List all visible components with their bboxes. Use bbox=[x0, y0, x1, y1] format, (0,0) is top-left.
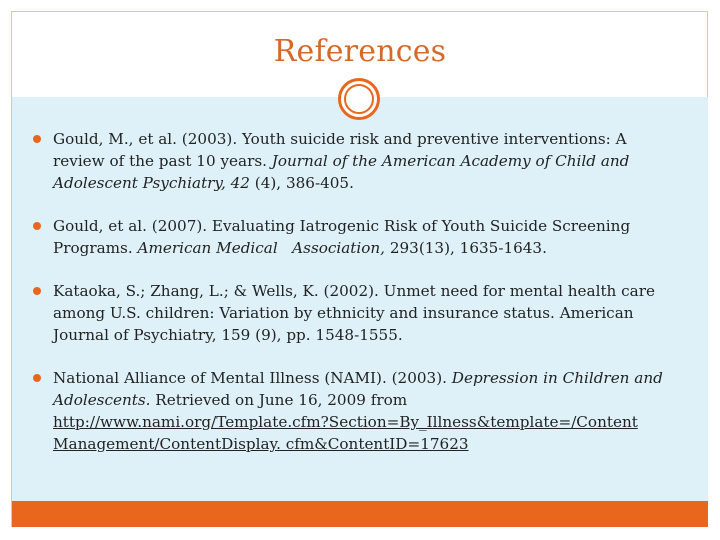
bullet-icon bbox=[33, 135, 41, 143]
reference-journal: Journal of the American Academy of Child and Adolescent Psychiatry, 42 bbox=[53, 152, 630, 192]
circle-divider-icon bbox=[338, 78, 380, 120]
reference-list bbox=[30, 128, 680, 476]
reference-text: Gould, et al. (2007). Evaluating Iatrogenic Risk of Youth Suicide Screening Programs. bbox=[53, 217, 631, 257]
reference-text: National Alliance of Mental Illness (NAMI). (2003). bbox=[53, 369, 452, 387]
reference-text-end: (4), 386-405. bbox=[249, 174, 354, 192]
reference-text-mid: Retrieved on June 16, 2009 from bbox=[150, 391, 408, 409]
reference-title: Depression in Children and Adolescents. bbox=[53, 369, 663, 409]
bottom-accent-bar bbox=[12, 501, 708, 527]
reference-item bbox=[30, 280, 680, 346]
reference-item bbox=[30, 367, 680, 455]
reference-item bbox=[30, 128, 680, 194]
bullet-icon bbox=[33, 374, 41, 382]
reference-text-end: 293(13), 1635-1643. bbox=[385, 239, 547, 257]
bullet-icon bbox=[33, 222, 41, 230]
bullet-icon bbox=[33, 287, 41, 295]
reference-text: Kataoka, S.; Zhang, L.; & Wells, K. (2002). Unmet need for mental health care among U.S. children: Variation by ethnicity and insurance status. American Journal of Psychiatry, 159 (9), pp. 1548-1555. bbox=[53, 282, 655, 344]
reference-journal: American Medical Association, bbox=[137, 239, 386, 257]
reference-item bbox=[30, 215, 680, 259]
reference-link[interactable]: http://www.nami.org/Template.cfm?Section=By_Illness&template=/Content Management/ContentDisplay. cfm&ContentID=17623 bbox=[53, 413, 638, 453]
reference-text: Gould, M., et al. (2003). Youth suicide risk and preventive interventions: A review of the past 10 years. bbox=[53, 130, 627, 170]
slide-title: References bbox=[273, 34, 447, 69]
